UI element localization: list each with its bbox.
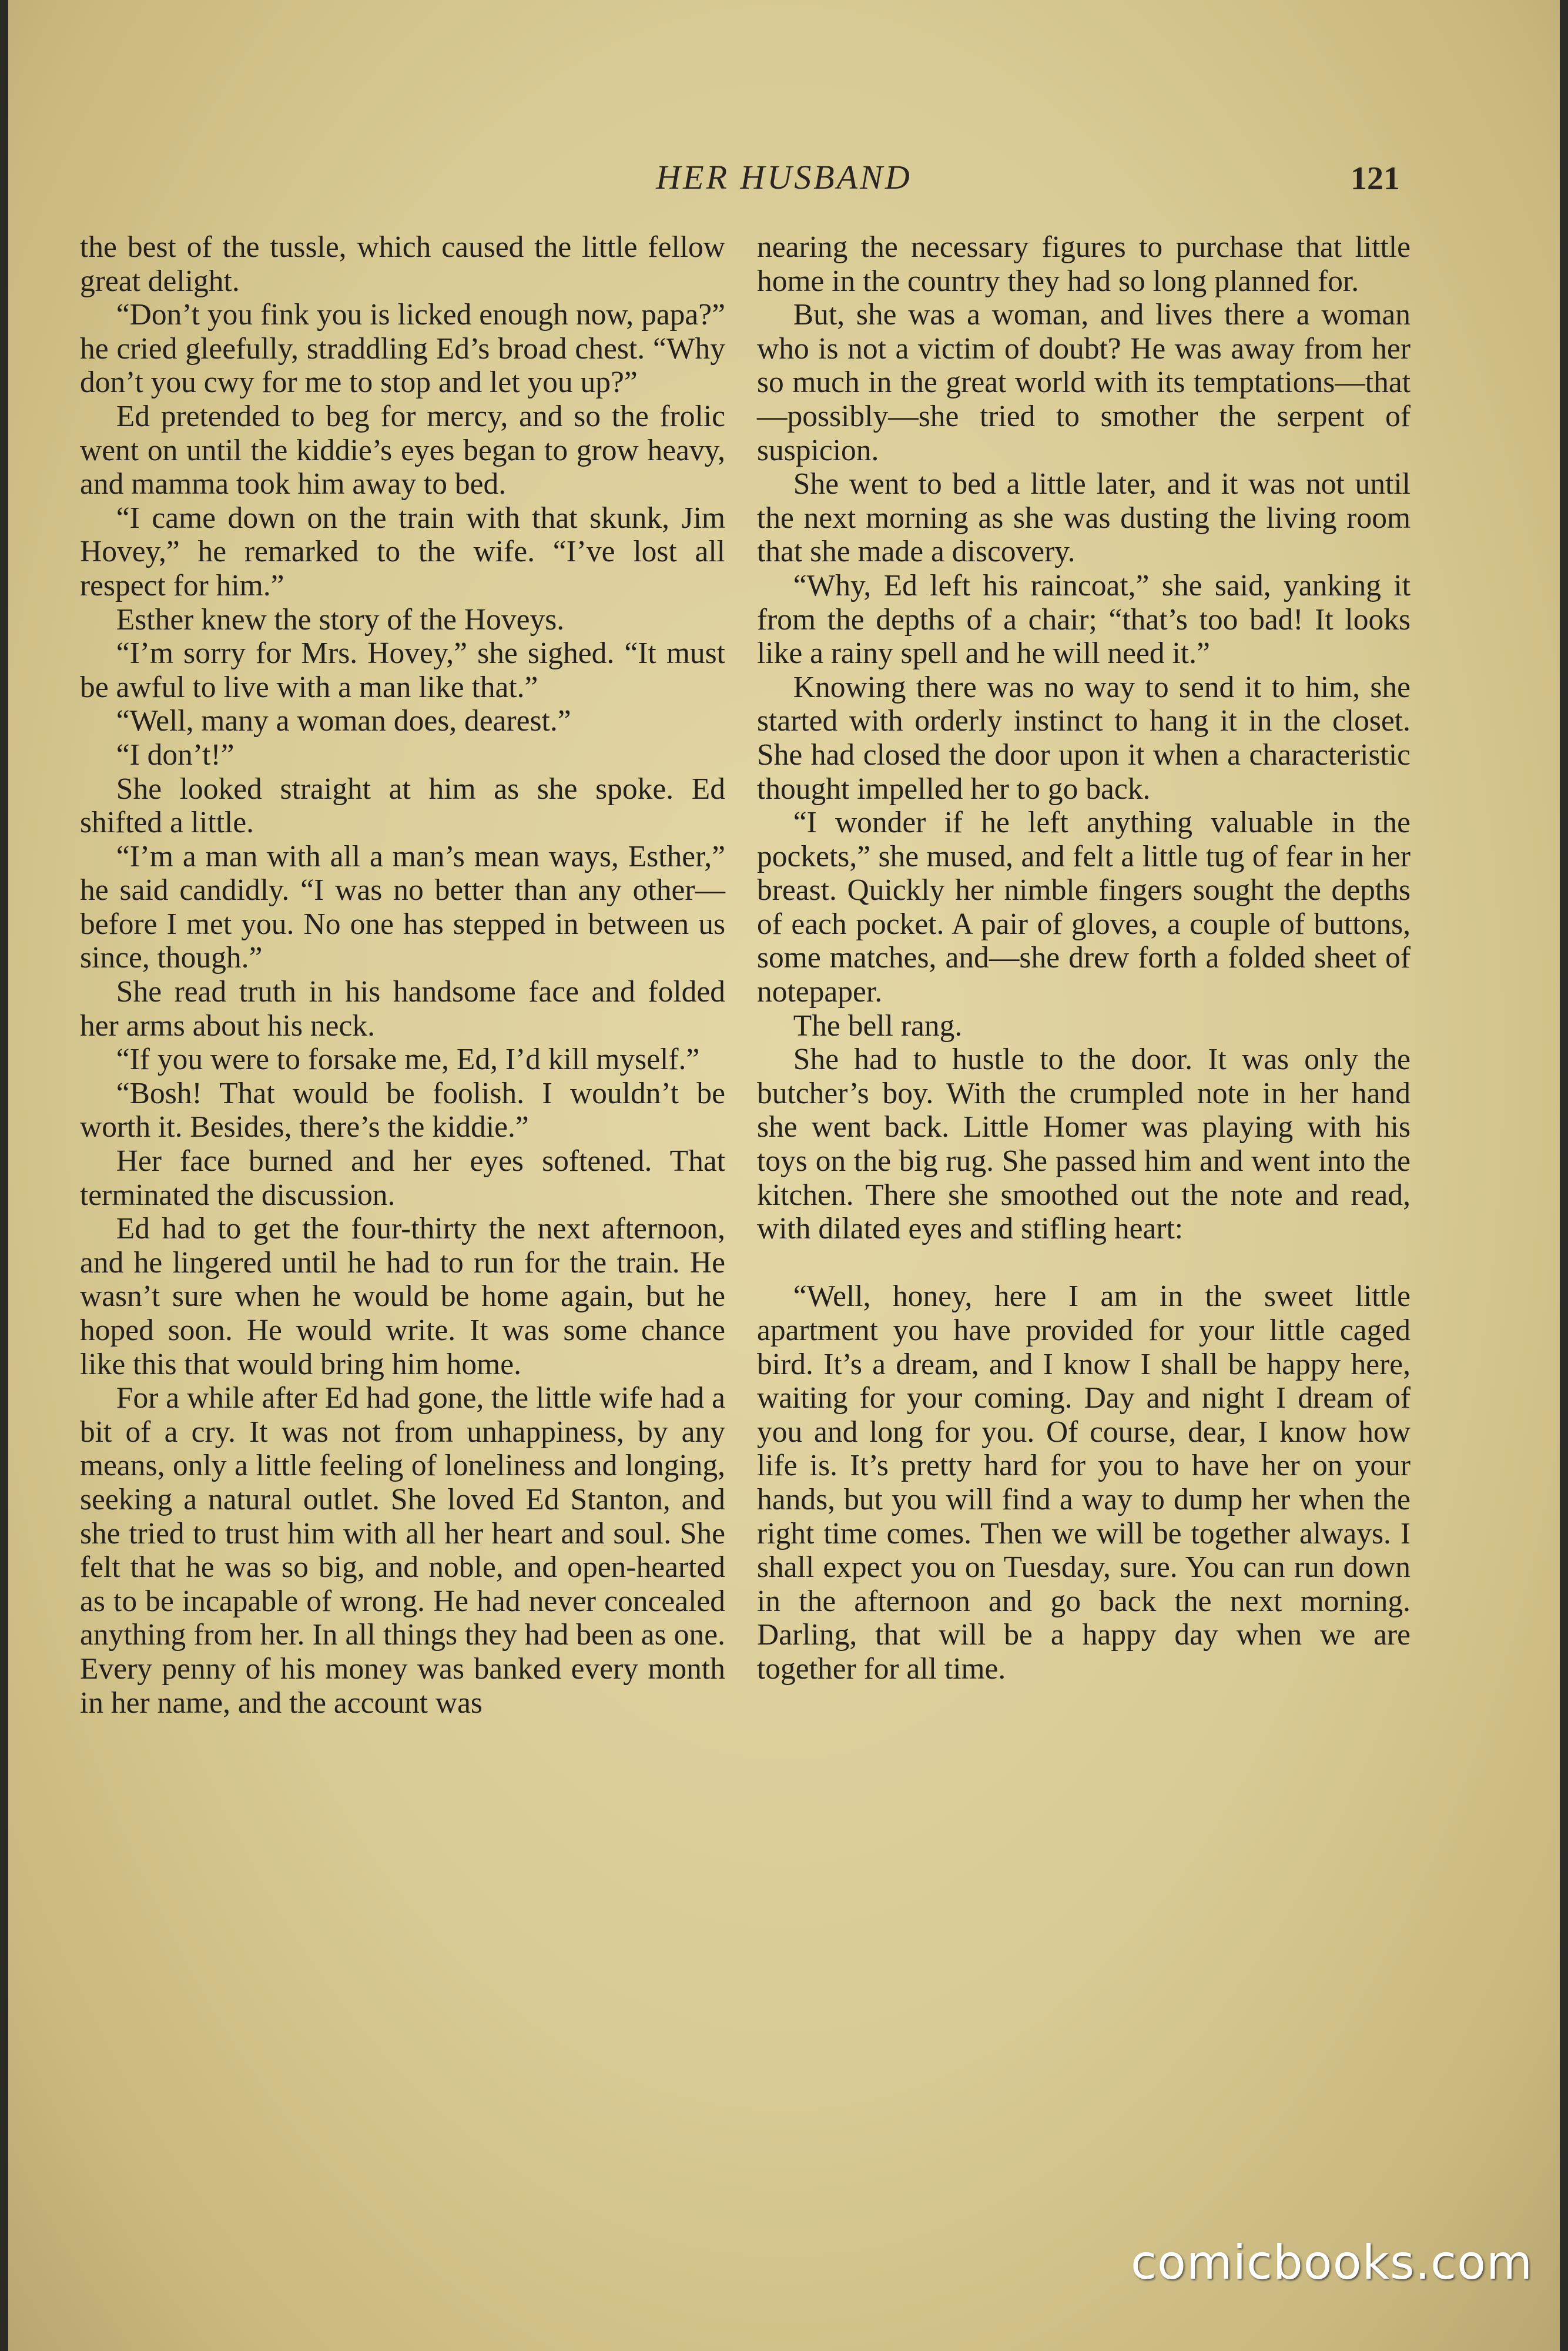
paragraph: “I came down on the train with that skunk, Jim Hovey,” he remarked to the wife. “I’ve lost all respect for him.” <box>80 501 725 602</box>
paragraph: “I wonder if he left anything valuable in the pockets,” she mused, and felt a little tug of fear in her breast. Quickly her nimble fingers sought the depths of each pocket. A pair of gloves, a couple of buttons, some matches, and—she drew forth a folded sheet of notepaper. <box>757 806 1410 1009</box>
paragraph: “I’m sorry for Mrs. Hovey,” she sighed. “It must be awful to live with a man like that.” <box>80 637 725 704</box>
paragraph: She had to hustle to the door. It was only the butcher’s boy. With the crumpled note in her hand she went back. Little Homer was playing with his toys on the big rug. She passed him and went into the kitchen. There she smoothed out the note and read, with dilated eyes and stifling heart: <box>757 1043 1410 1246</box>
paragraph: She went to bed a little later, and it was not until the next morning as she was dusting the living room that she made a discovery. <box>757 467 1410 569</box>
paragraph: “Bosh! That would be foolish. I wouldn’t be worth it. Besides, there’s the kiddie.” <box>80 1076 725 1144</box>
letter-paragraph: “Well, honey, here I am in the sweet little apartment you have provided for your little caged bird. It’s a dream, and I know I shall be happy here, waiting for your coming. Day and night I dream of you and long for you. Of course, dear, I know how life is. It’s pretty hard for you to have her on your hands, but you will find a way to dump her when the right time comes. Then we will be together always. I shall expect you on Tuesday, sure. You can run down in the afternoon and go back the next morning. Darling, that will be a happy day when we are together for all time. <box>757 1280 1410 1686</box>
paragraph: Ed pretended to beg for mercy, and so the frolic went on until the kiddie’s eyes began to grow heavy, and mamma took him away to bed. <box>80 399 725 501</box>
running-head <box>8 158 1560 205</box>
paragraph: “Why, Ed left his raincoat,” she said, yanking it from the depths of a chair; “that’s too bad! It looks like a rainy spell and he will need it.” <box>757 568 1410 671</box>
paragraph: She read truth in his handsome face and folded her arms about his neck. <box>80 975 725 1043</box>
paragraph: “Well, many a woman does, dearest.” <box>116 704 571 738</box>
paragraph: nearing the necessary figures to purchase that little home in the country they had so long planned for. <box>757 230 1410 298</box>
paragraph: “I don’t!” <box>116 738 234 772</box>
running-title: HER HUSBAND <box>656 158 912 196</box>
paragraph: She looked straight at him as she spoke. Ed shifted a little. <box>80 772 725 840</box>
paragraph: “If you were to forsake me, Ed, I’d kill myself.” <box>116 1043 700 1077</box>
paragraph: “I’m a man with all a man’s mean ways, Esther,” he said candidly. “I was no better than any other—before I met you. No one has stepped in between us since, though.” <box>80 839 725 975</box>
paragraph: Ed had to get the four-thirty the next afternoon, and he lingered until he had to run for the train. He wasn’t sure when he would be home again, but he hoped soon. He would write. It was some chance like this that would bring him home. <box>80 1212 725 1381</box>
paragraph: The bell rang. <box>793 1009 963 1043</box>
left-column <box>80 230 725 1720</box>
paragraph: Her face burned and her eyes softened. That terminated the discussion. <box>80 1144 725 1212</box>
watermark: comicbooks.com <box>1130 2235 1533 2290</box>
paragraph: the best of the tussle, which caused the little fellow great delight. <box>80 230 725 298</box>
right-column <box>757 230 1410 1686</box>
paragraph: But, she was a woman, and lives there a woman who is not a victim of doubt? He was away from her so much in the great world with its temptations—that —possibly—she tried to smother the serpent of suspicion. <box>757 298 1410 467</box>
paragraph: For a while after Ed had gone, the little wife had a bit of a cry. It was not from unhappiness, by any means, only a little feeling of loneliness and longing, seeking a natural outlet. She loved Ed Stanton, and she tried to trust him with all her heart and soul. She felt that he was so big, and noble, and open-hearted as to be incapable of wrong. He had never concealed anything from her. In all things they had been as one. Every penny of his money was banked every month in her name, and the account was <box>80 1381 725 1720</box>
paragraph: “Don’t you fink you is licked enough now, papa?” he cried gleefully, straddling Ed’s broad chest. “Why don’t you cwy for me to stop and let you up?” <box>80 298 725 400</box>
page-number: 121 <box>1351 160 1400 197</box>
book-page <box>8 0 1560 2351</box>
paragraph: Knowing there was no way to send it to him, she started with orderly instinct to hang it in the closet. She had closed the door upon it when a characteristic thought impelled her to go back. <box>757 670 1410 806</box>
paragraph: Esther knew the story of the Hoveys. <box>116 602 565 637</box>
